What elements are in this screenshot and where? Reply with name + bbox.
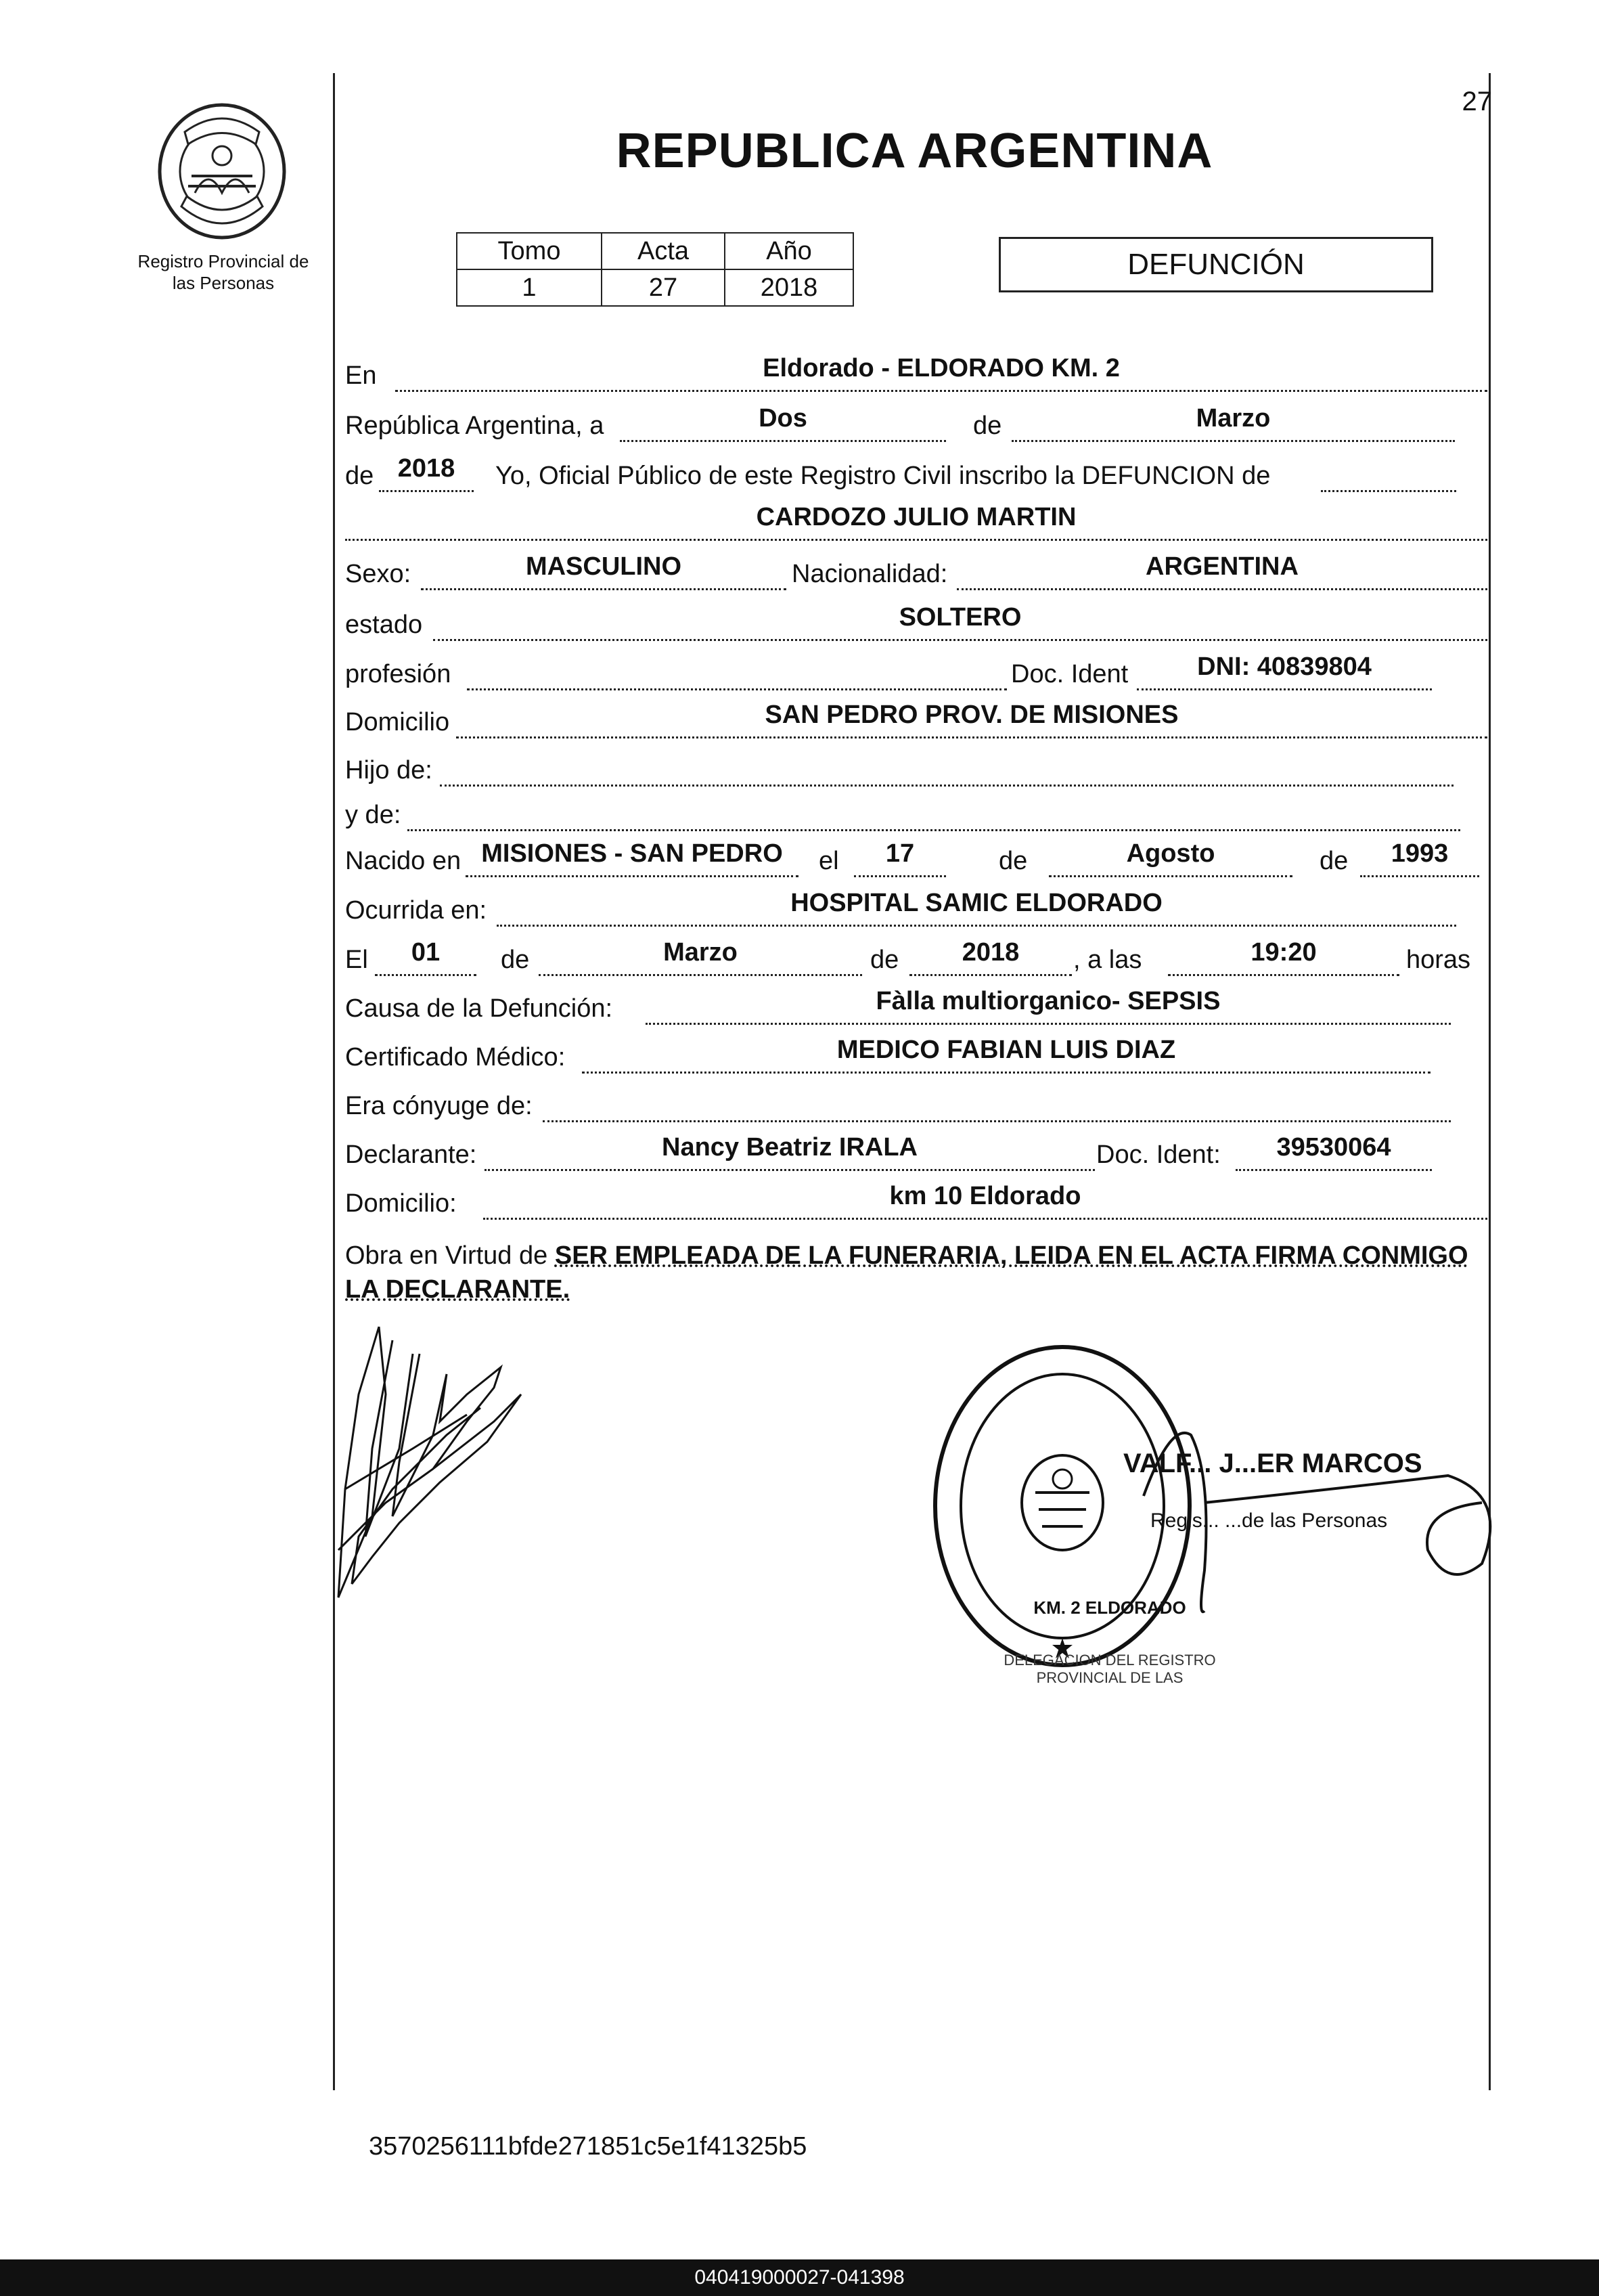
- conyuge-field: [543, 1086, 1451, 1122]
- left-margin-line: [333, 73, 335, 2090]
- republica-label: República Argentina, a: [345, 412, 604, 440]
- row-domicilio-2: [345, 1182, 1487, 1222]
- de-label-6: de: [870, 946, 899, 974]
- yo-text: Yo, Oficial Público de este Registro Civil inscribo la DEFUNCION de: [495, 462, 1271, 490]
- de-label-4: de: [1320, 847, 1349, 875]
- yde-field: [407, 795, 1460, 831]
- domicilio-label: Domicilio: [345, 708, 450, 736]
- anio-value: 2018: [725, 269, 853, 306]
- profesion-field: [467, 655, 1007, 690]
- estado-field: SOLTERO: [433, 605, 1487, 641]
- doc-ident-field: DNI: 40839804: [1137, 655, 1432, 690]
- row-certificado: [345, 1038, 1487, 1076]
- de-label-5: de: [501, 946, 530, 974]
- domicilio-field: SAN PEDRO PROV. DE MISIONES: [456, 703, 1487, 738]
- row-declarante: [345, 1133, 1487, 1174]
- certificado-field: MEDICO FABIAN LUIS DIAZ: [582, 1038, 1431, 1074]
- doc-ident-label: Doc. Ident: [1011, 660, 1129, 688]
- en-field: Eldorado - ELDORADO KM. 2: [395, 356, 1487, 392]
- row-fecha-defuncion: [345, 938, 1487, 979]
- death-day-field: 01: [375, 940, 476, 976]
- ocurrida-label: Ocurrida en:: [345, 896, 487, 925]
- yde-label: y de:: [345, 801, 401, 829]
- month-field: Marzo: [1012, 406, 1455, 442]
- tomo-value: 1: [457, 269, 602, 306]
- acta-value: 27: [602, 269, 725, 306]
- death-year-field: 2018: [909, 940, 1072, 976]
- row-profesion: [345, 655, 1487, 693]
- declarant-signature: [332, 1313, 535, 1604]
- de-label-2: de: [345, 462, 374, 490]
- causa-field: Fàlla multiorganico- SEPSIS: [646, 989, 1451, 1025]
- yo-trailing-field: [1321, 456, 1456, 492]
- row-domicilio: [345, 703, 1487, 741]
- de-label-3: de: [999, 847, 1028, 875]
- row-nacido: [345, 839, 1487, 880]
- nacionalidad-label: Nacionalidad:: [792, 560, 948, 588]
- row-en: [345, 354, 1487, 395]
- row-name: [345, 503, 1487, 544]
- birth-month-field: Agosto: [1049, 841, 1292, 877]
- sexo-label: Sexo:: [345, 560, 411, 588]
- obra-text: [345, 1239, 1487, 1306]
- declarante-label: Declarante:: [345, 1141, 477, 1169]
- obra-value: SER EMPLEADA DE LA FUNERARIA, LEIDA EN EL ACTA FIRMA CONMIGO LA DECLARANTE.: [345, 1241, 1468, 1304]
- registry-label: Registro Provincial de las Personas: [137, 251, 309, 293]
- causa-label: Causa de la Defunción:: [345, 994, 613, 1023]
- alas-label: , a las: [1073, 946, 1142, 974]
- official-signature: [1130, 1394, 1509, 1625]
- certificado-label: Certificado Médico:: [345, 1043, 566, 1072]
- sexo-field: MASCULINO: [421, 554, 786, 590]
- row-ocurrida: [345, 891, 1487, 929]
- hijo-label: Hijo de:: [345, 756, 432, 785]
- official-title: Regis... ...de las Personas: [1150, 1509, 1388, 1532]
- page-number: 27: [1462, 87, 1492, 116]
- document-hash: 3570256111bfde271851c5e1f41325b5: [369, 2132, 807, 2161]
- right-margin-line: [1489, 73, 1491, 2090]
- day-field: Dos: [620, 406, 946, 442]
- death-month-field: Marzo: [539, 940, 862, 976]
- el-label: el: [819, 847, 839, 875]
- profesion-label: profesión: [345, 660, 451, 688]
- doc-ident-field-2: 39530064: [1236, 1135, 1432, 1171]
- el-label-2: El: [345, 946, 368, 974]
- stamp-inner-text: KM. 2 ELDORADO: [1033, 1597, 1186, 1618]
- anio-header: Año: [725, 233, 853, 269]
- horas-label: horas: [1406, 946, 1471, 974]
- document-title: REPUBLICA ARGENTINA: [616, 124, 1213, 178]
- row-yo: [345, 454, 1487, 495]
- doc-ident-label-2: Doc. Ident:: [1096, 1141, 1221, 1169]
- row-yde: [345, 796, 1487, 834]
- row-causa: [345, 987, 1487, 1028]
- tomo-header: Tomo: [457, 233, 602, 269]
- act-type-box: DEFUNCIÓN: [999, 237, 1433, 292]
- deceased-name-field: CARDOZO JULIO MARTIN: [345, 505, 1487, 541]
- nacionalidad-field: ARGENTINA: [957, 554, 1487, 590]
- nacido-field: MISIONES - SAN PEDRO: [466, 841, 798, 877]
- estado-label: estado: [345, 611, 423, 639]
- birth-year-field: 1993: [1360, 841, 1479, 877]
- en-label: En: [345, 361, 377, 390]
- domicilio-label-2: Domicilio:: [345, 1189, 457, 1218]
- stamp-ring-text: DELEGACION DEL REGISTRO PROVINCIAL DE LAS: [1004, 1652, 1216, 1686]
- row-republica: [345, 404, 1487, 445]
- nacido-label: Nacido en: [345, 847, 461, 875]
- death-time-field: 19:20: [1168, 940, 1399, 976]
- declarante-field: Nancy Beatriz IRALA: [485, 1135, 1095, 1171]
- birth-day-field: 17: [854, 841, 946, 877]
- year-field: 2018: [379, 456, 474, 492]
- ocurrida-field: HOSPITAL SAMIC ELDORADO: [497, 891, 1456, 927]
- domicilio-field-2: km 10 Eldorado: [483, 1184, 1487, 1220]
- conyuge-label: Era cónyuge de:: [345, 1092, 533, 1120]
- footer-code-bar: 040419000027-041398: [0, 2259, 1599, 2296]
- obra-label: Obra en Virtud de: [345, 1241, 548, 1270]
- hijo-field: [440, 751, 1454, 787]
- row-conyuge: [345, 1087, 1487, 1125]
- de-label-1: de: [973, 412, 1002, 440]
- row-sexo: [345, 552, 1487, 593]
- registry-table: [456, 232, 854, 307]
- row-estado: [345, 603, 1487, 644]
- official-name: VALF... J...ER MARCOS: [1123, 1449, 1422, 1478]
- acta-header: Acta: [602, 233, 725, 269]
- row-hijo: [345, 751, 1487, 789]
